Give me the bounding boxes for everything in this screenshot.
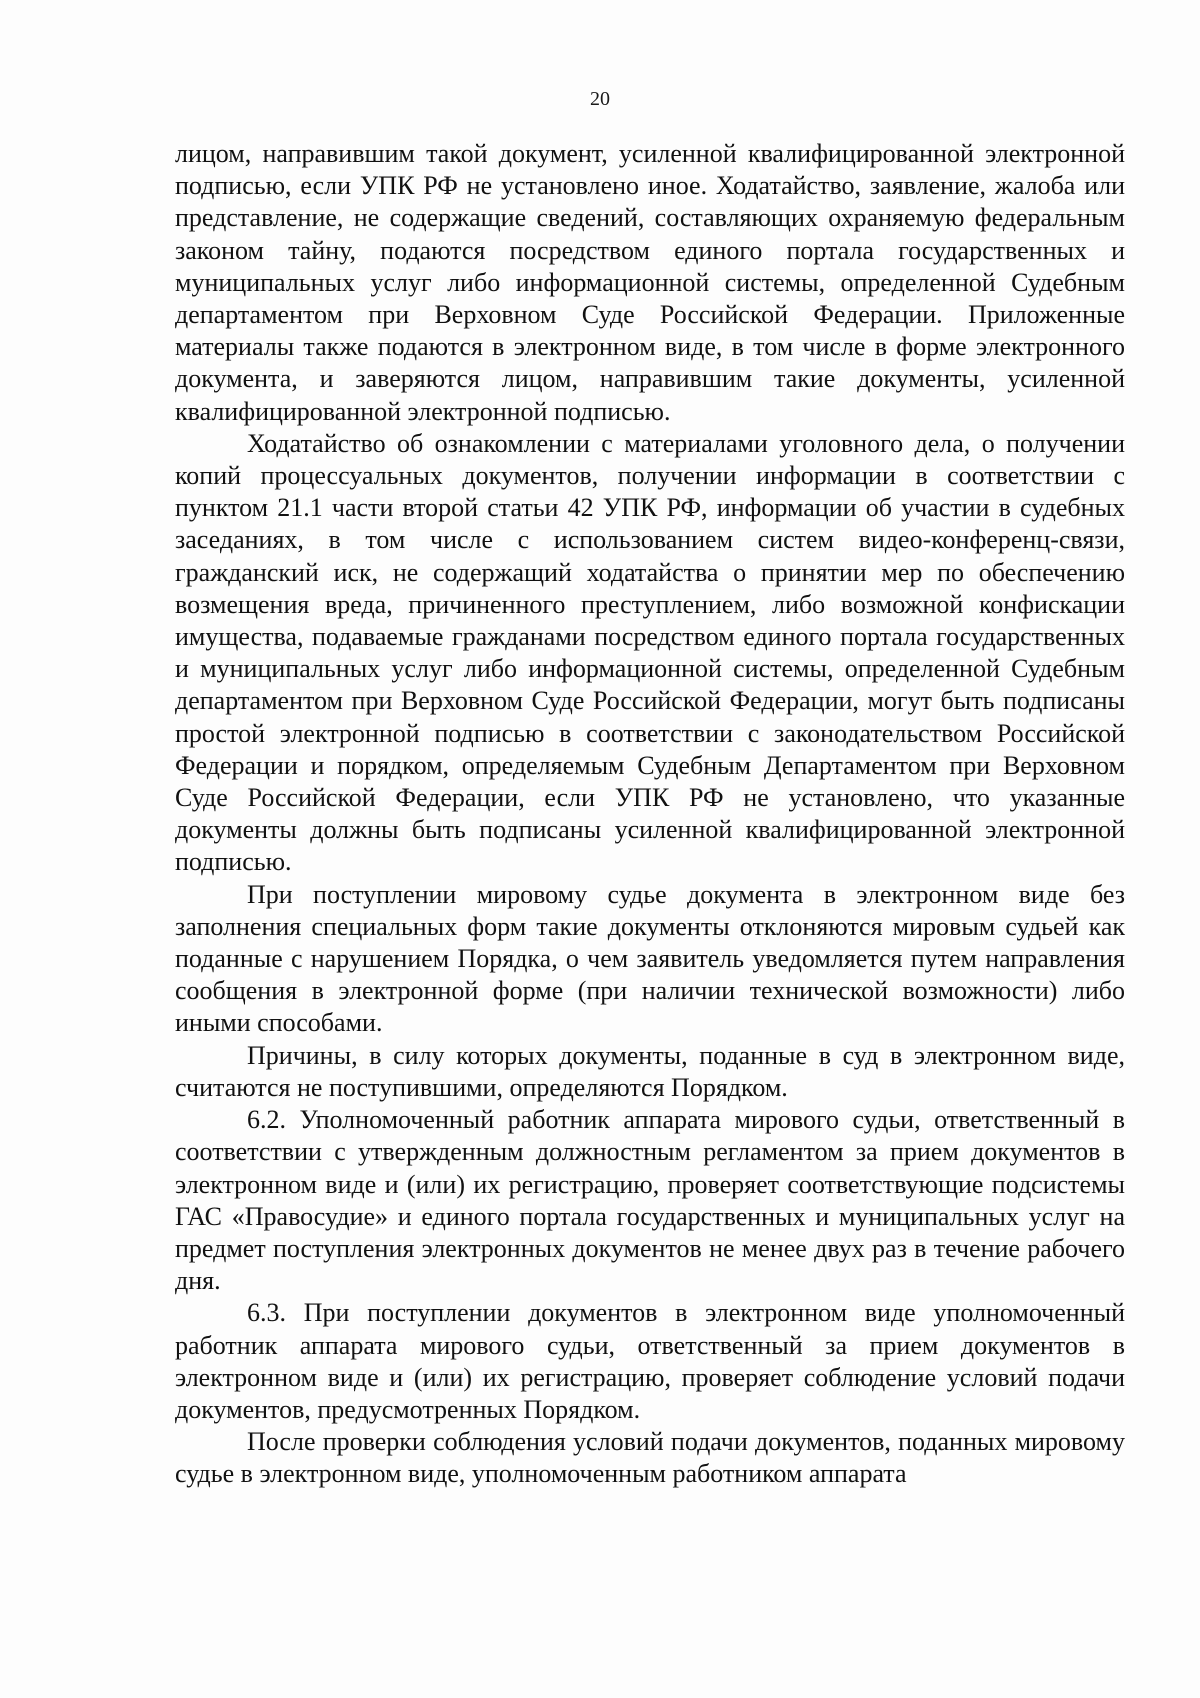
paragraph-section-6-2: 6.2. Уполномоченный работник аппарата мирового судьи, ответственный в соответствии с утвержденным должностным регламентом за прием документов в электронном виде и (или) их регистрацию, проверяет соответствующие подсистемы ГАС «Правосудие» и единого портала государственных и муниципальных услуг на предмет поступления электронных документов не менее двух раз в течение рабочего дня. [175,1105,1125,1296]
paragraph-section-6-3: 6.3. При поступлении документов в электронном виде уполномоченный работник аппарата мирового судьи, ответственный за прием документов в электронном виде и (или) их регистрацию, проверяет соблюдение условий подачи документов, предусмотренных Порядком. [175,1298,1125,1424]
paragraph-rejection-without-forms: При поступлении мировому судье документа в электронном виде без заполнения специальных форм такие документы отклоняются мировым судьей как поданные с нарушением Порядка, о чем заявитель уведомляется путем направления сообщения в электронной форме (при наличии технической возможности) либо иными способами. [175,879,1125,1038]
paragraph-after-check: После проверки соблюдения условий подачи документов, поданных мировому судье в электронном виде, уполномоченным работником аппарата [175,1427,1125,1489]
paragraph-petition-simple-signature: Ходатайство об ознакомлении с материалами уголовного дела, о получении копий процессуальных документов, получении информации в соответствии с пунктом 21.1 части второй статьи 42 УПК РФ, информации об участии в судебных заседаниях, в том числе с использованием систем видео-конференц-связи, гражданский иск, не содержащий ходатайства о принятии мер по обеспечению возмещения вреда, причиненного преступлением, либо возможной конфискации имущества, подаваемые гражданами посредством единого портала государственных и муниципальных услуг либо информационной системы, определенной Судебным департаментом при Верховном Суде Российской Федерации, могут быть подписаны простой электронной подписью в соответствии с законодательством Российской Федерации и порядком, определяемым Судебным Департаментом при Верховном Суде Российской Федерации, если УПК РФ не установлено, что указанные документы должны быть подписаны усиленной квалифицированной электронной подписью. [175,428,1125,877]
page-number: 20 [590,88,610,110]
document-body [175,138,1125,1491]
paragraph-continuation: лицом, направившим такой документ, усиленной квалифицированной электронной подписью, если УПК РФ не установлено иное. Ходатайство, заявление, жалоба или представление, не содержащие сведений, составляющих охраняемую федеральным законом тайну, подаются посредством единого портала государственных и муниципальных услуг либо информационной системы, определенной Судебным департаментом при Верховном Суде Российской Федерации. Приложенные материалы также подаются в электронном виде, в том числе в форме электронного документа, и заверяются лицом, направившим такие документы, усиленной квалифицированной электронной подписью. [175,139,1125,426]
paragraph-not-received-reasons: Причины, в силу которых документы, поданные в суд в электронном виде, считаются не поступившими, определяются Порядком. [175,1040,1125,1102]
